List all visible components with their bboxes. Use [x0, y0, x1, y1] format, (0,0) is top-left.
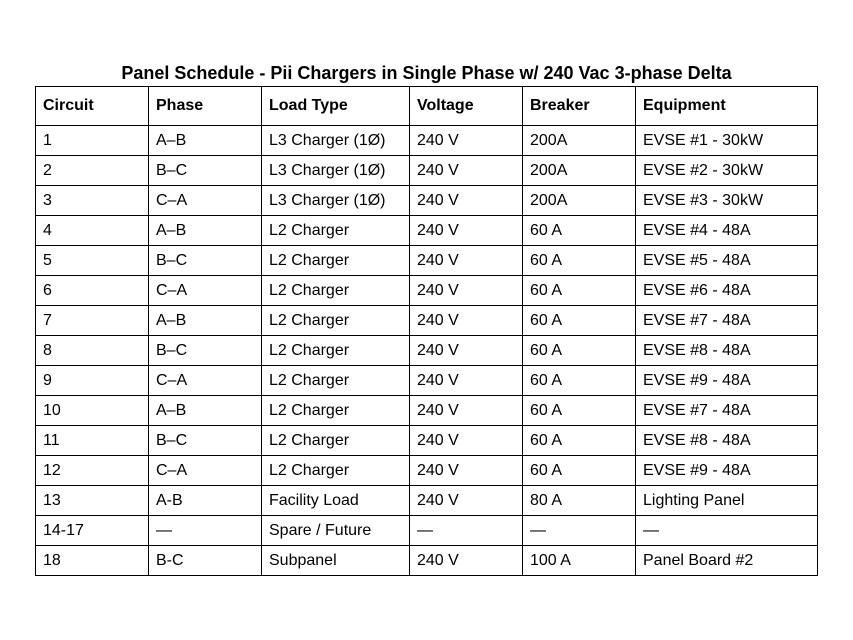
column-header-voltage: Voltage — [410, 87, 523, 126]
cell-load-type: Facility Load — [262, 486, 410, 516]
cell-phase: B–C — [149, 426, 262, 456]
cell-circuit: 3 — [36, 186, 149, 216]
cell-load-type: L2 Charger — [262, 246, 410, 276]
table-row — [36, 186, 818, 216]
cell-equipment: EVSE #4 - 48A — [636, 216, 818, 246]
cell-load-type: L2 Charger — [262, 426, 410, 456]
column-header-breaker: Breaker — [523, 87, 636, 126]
cell-equipment: EVSE #3 - 30kW — [636, 186, 818, 216]
cell-circuit: 7 — [36, 306, 149, 336]
cell-load-type: Spare / Future — [262, 516, 410, 546]
table-row — [36, 426, 818, 456]
cell-voltage: 240 V — [410, 396, 523, 426]
table-row — [36, 336, 818, 366]
cell-phase: A–B — [149, 396, 262, 426]
cell-breaker: 60 A — [523, 366, 636, 396]
column-header-circuit: Circuit — [36, 87, 149, 126]
cell-phase: C–A — [149, 456, 262, 486]
cell-equipment: EVSE #7 - 48A — [636, 306, 818, 336]
cell-circuit: 12 — [36, 456, 149, 486]
table-row — [36, 216, 818, 246]
cell-phase: C–A — [149, 366, 262, 396]
panel-schedule-table — [35, 86, 818, 576]
cell-equipment: Panel Board #2 — [636, 546, 818, 576]
cell-circuit: 5 — [36, 246, 149, 276]
cell-voltage: 240 V — [410, 216, 523, 246]
cell-voltage: 240 V — [410, 336, 523, 366]
cell-circuit: 2 — [36, 156, 149, 186]
column-header-phase: Phase — [149, 87, 262, 126]
cell-breaker: 60 A — [523, 456, 636, 486]
cell-voltage: 240 V — [410, 486, 523, 516]
cell-load-type: L2 Charger — [262, 216, 410, 246]
cell-breaker: 200A — [523, 126, 636, 156]
table-row — [36, 306, 818, 336]
cell-equipment: Lighting Panel — [636, 486, 818, 516]
cell-voltage: 240 V — [410, 456, 523, 486]
cell-load-type: L2 Charger — [262, 456, 410, 486]
cell-equipment: EVSE #8 - 48A — [636, 336, 818, 366]
cell-load-type: L2 Charger — [262, 306, 410, 336]
table-row — [36, 546, 818, 576]
cell-load-type: L2 Charger — [262, 366, 410, 396]
cell-circuit: 4 — [36, 216, 149, 246]
cell-voltage: 240 V — [410, 306, 523, 336]
column-header-load-type: Load Type — [262, 87, 410, 126]
cell-phase: C–A — [149, 186, 262, 216]
cell-phase: — — [149, 516, 262, 546]
table-row — [36, 486, 818, 516]
cell-equipment: EVSE #9 - 48A — [636, 366, 818, 396]
cell-voltage: 240 V — [410, 246, 523, 276]
cell-equipment: — — [636, 516, 818, 546]
cell-equipment: EVSE #2 - 30kW — [636, 156, 818, 186]
table-row — [36, 126, 818, 156]
cell-load-type: L2 Charger — [262, 276, 410, 306]
table-header-row — [36, 87, 818, 126]
cell-circuit: 14-17 — [36, 516, 149, 546]
table-row — [36, 396, 818, 426]
cell-breaker: 200A — [523, 156, 636, 186]
cell-equipment: EVSE #6 - 48A — [636, 276, 818, 306]
page-title: Panel Schedule - Pii Chargers in Single Phase w/ 240 Vac 3-phase Delta — [121, 63, 732, 83]
cell-breaker: 60 A — [523, 306, 636, 336]
cell-circuit: 13 — [36, 486, 149, 516]
cell-circuit: 1 — [36, 126, 149, 156]
cell-phase: B-C — [149, 546, 262, 576]
cell-phase: C–A — [149, 276, 262, 306]
cell-load-type: L3 Charger (1Ø) — [262, 156, 410, 186]
cell-circuit: 11 — [36, 426, 149, 456]
cell-load-type: L2 Charger — [262, 396, 410, 426]
cell-phase: A-B — [149, 486, 262, 516]
cell-breaker: 60 A — [523, 426, 636, 456]
cell-voltage: 240 V — [410, 126, 523, 156]
column-header-equipment: Equipment — [636, 87, 818, 126]
cell-circuit: 18 — [36, 546, 149, 576]
cell-breaker: 60 A — [523, 396, 636, 426]
cell-phase: B–C — [149, 156, 262, 186]
cell-load-type: L3 Charger (1Ø) — [262, 186, 410, 216]
cell-voltage: 240 V — [410, 276, 523, 306]
cell-breaker: 60 A — [523, 246, 636, 276]
cell-load-type: L2 Charger — [262, 336, 410, 366]
cell-equipment: EVSE #8 - 48A — [636, 426, 818, 456]
cell-equipment: EVSE #9 - 48A — [636, 456, 818, 486]
cell-voltage: 240 V — [410, 156, 523, 186]
cell-voltage: 240 V — [410, 366, 523, 396]
cell-voltage: — — [410, 516, 523, 546]
cell-circuit: 6 — [36, 276, 149, 306]
cell-phase: B–C — [149, 336, 262, 366]
cell-breaker: 100 A — [523, 546, 636, 576]
cell-phase: B–C — [149, 246, 262, 276]
cell-breaker: — — [523, 516, 636, 546]
cell-equipment: EVSE #5 - 48A — [636, 246, 818, 276]
cell-load-type: L3 Charger (1Ø) — [262, 126, 410, 156]
cell-breaker: 200A — [523, 186, 636, 216]
cell-breaker: 60 A — [523, 276, 636, 306]
table-row — [36, 156, 818, 186]
cell-equipment: EVSE #1 - 30kW — [636, 126, 818, 156]
cell-voltage: 240 V — [410, 186, 523, 216]
table-row — [36, 366, 818, 396]
table-row — [36, 246, 818, 276]
cell-circuit: 9 — [36, 366, 149, 396]
cell-equipment: EVSE #7 - 48A — [636, 396, 818, 426]
cell-circuit: 8 — [36, 336, 149, 366]
cell-load-type: Subpanel — [262, 546, 410, 576]
cell-circuit: 10 — [36, 396, 149, 426]
table-row — [36, 276, 818, 306]
cell-voltage: 240 V — [410, 426, 523, 456]
cell-breaker: 80 A — [523, 486, 636, 516]
cell-phase: A–B — [149, 216, 262, 246]
cell-phase: A–B — [149, 126, 262, 156]
cell-voltage: 240 V — [410, 546, 523, 576]
cell-phase: A–B — [149, 306, 262, 336]
table-row — [36, 516, 818, 546]
table-row — [36, 456, 818, 486]
cell-breaker: 60 A — [523, 216, 636, 246]
cell-breaker: 60 A — [523, 336, 636, 366]
